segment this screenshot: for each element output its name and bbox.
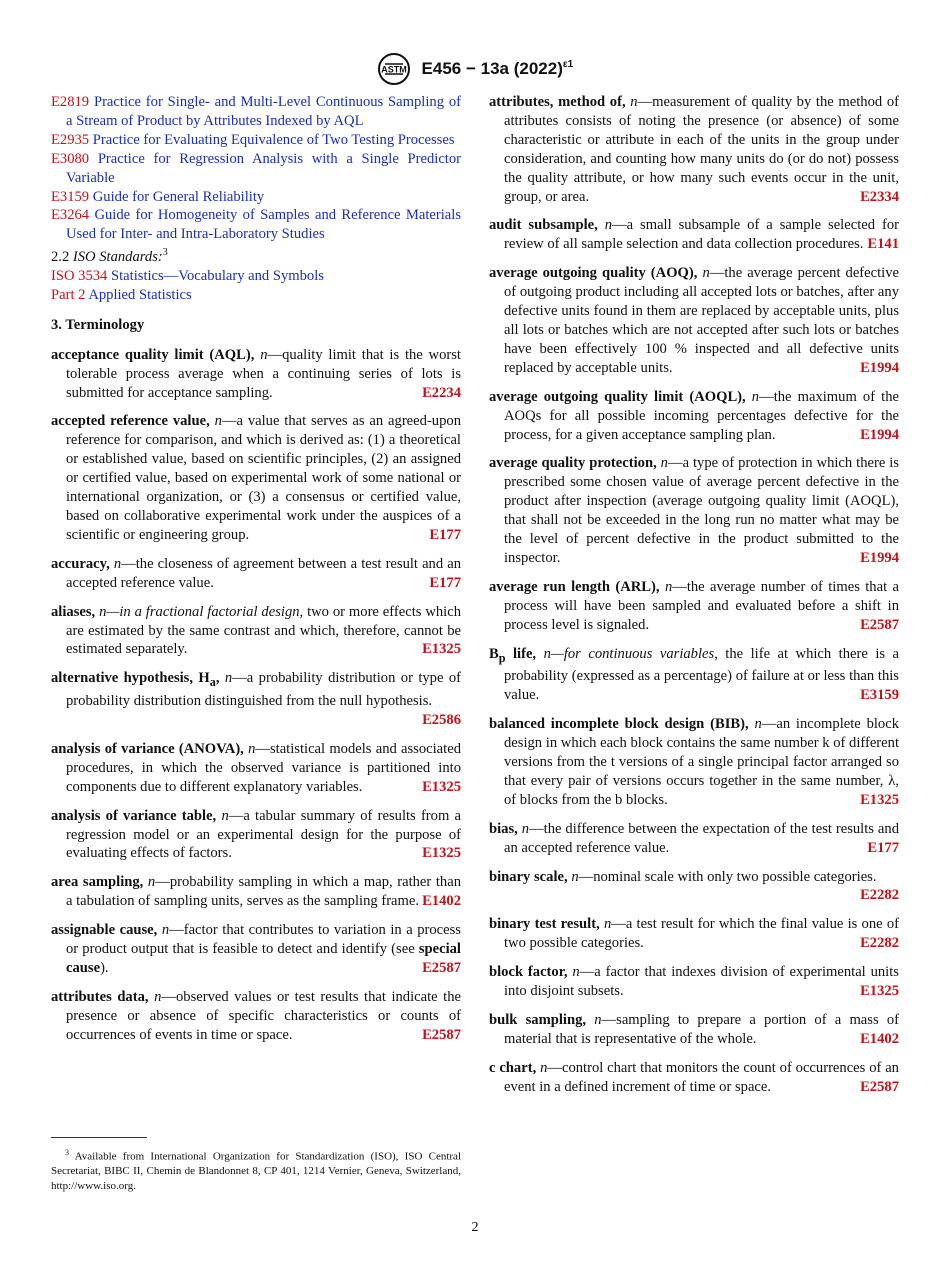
source-standard[interactable]: E1994	[860, 359, 899, 376]
definition-entry	[489, 963, 899, 1001]
reference-code[interactable]: E2819	[51, 94, 90, 110]
term: alternative hypothesis, H	[51, 670, 210, 687]
definition-entry	[51, 807, 461, 864]
term: accepted reference value,	[51, 413, 210, 430]
definition-text: —a test result for which the final value is one of two possible categories.	[504, 916, 899, 952]
source-standard[interactable]: E2587	[422, 960, 461, 977]
source-standard[interactable]: E1325	[422, 845, 461, 862]
term: attributes, method of,	[489, 94, 626, 110]
source-standard[interactable]: E1325	[422, 641, 461, 658]
term: analysis of variance table,	[51, 807, 217, 824]
source-standard[interactable]: E177	[429, 526, 461, 543]
source-standard[interactable]: E3159	[860, 687, 899, 704]
definition-text: —the maximum of the AOQs for all possible incoming percentages defective for the process, for a given acceptance sampling plan.	[504, 388, 899, 443]
document-header	[0, 52, 950, 86]
page-number: 2	[471, 1220, 479, 1235]
source-standard[interactable]: E2587	[422, 1026, 461, 1043]
term: average run length (ARL),	[489, 578, 660, 595]
part-of-speech: n	[664, 578, 673, 595]
part-of-speech: n	[113, 555, 122, 572]
footnote: $^3$ Available from International Organization for Standardization (ISO), ISO Central Secretariat, BIBC II, Chemin de Blandonnet 8, CP 401, 1214 Vernier, Geneva, Switzerland, http://www.iso.org.	[51, 1148, 461, 1192]
term: aliases,	[51, 603, 96, 620]
definition-entry	[489, 1011, 899, 1049]
reference-item	[51, 267, 461, 286]
part-of-speech: n	[221, 807, 229, 824]
term-subscript: a	[209, 675, 216, 690]
part-of-speech: n	[540, 1059, 548, 1076]
term: attributes data,	[51, 988, 149, 1005]
definition-text: , the life at which there is a probability (expressed as a percentage) of failure at or less than this value.	[504, 645, 900, 704]
definition-text: —the average percent defective of outgoing product including all accepted lots or batches, after any defective units found in them are replaced by acceptable units, plus all lots or batches which are not accepted after such lots or batches have been effectively 100 % inspected and all defective units replaced by acceptable units.	[504, 265, 899, 376]
reference-code[interactable]: ISO 3534	[51, 268, 108, 285]
source-standard[interactable]: E1402	[860, 1030, 899, 1047]
source-standard[interactable]: E141	[867, 236, 899, 253]
reference-code[interactable]: E3264	[51, 207, 90, 224]
left-column	[51, 93, 461, 1055]
part-of-speech: n	[630, 94, 638, 110]
definition-entry	[51, 669, 461, 730]
definition-entry	[51, 412, 461, 544]
part-of-speech: n	[751, 388, 760, 405]
source-standard[interactable]: E2282	[860, 887, 899, 904]
source-standard[interactable]: E1325	[860, 791, 899, 808]
source-standard[interactable]: E1325	[860, 983, 899, 1000]
part-of-speech: n	[161, 922, 170, 939]
cross-reference: special cause	[66, 941, 461, 977]
reference-item	[51, 93, 461, 131]
definition-text: —nominal scale with only two possible categories.	[578, 868, 877, 885]
part-of-speech: n	[571, 868, 579, 885]
definition-entry	[489, 388, 899, 445]
iso-standards-heading: 2.2 ISO Standards:$^3$	[51, 247, 168, 266]
definition-text: —a type of protection in which there is prescribed some chosen value of average percent defective in the product after inspection (average outgoing quality limit (AOQL), that shall not be exceeded in the long run no matter what may be the level of percent defective in the product submitted to the inspector.	[504, 455, 899, 566]
definition-text: two or more effects which are estimated by the same contrast and which, therefore, cannot be estimated separately.	[66, 603, 461, 658]
term-suffix: life,	[505, 645, 537, 662]
footnote-divider	[51, 1137, 147, 1138]
reference-code[interactable]: E2935	[51, 131, 90, 148]
reference-item	[51, 286, 461, 305]
source-standard[interactable]: E2587	[860, 616, 899, 633]
part-of-speech: n	[543, 645, 551, 662]
definition-entry	[51, 346, 461, 403]
section-title: 3. Terminology	[51, 316, 145, 333]
term-suffix: ,	[215, 670, 220, 687]
reference-title[interactable]: Statistics—Vocabulary and Symbols	[111, 268, 324, 285]
definition-text: —factor that contributes to variation in a process or product output that is feasible to detect and identify (see	[66, 922, 461, 958]
referenced-documents	[51, 93, 461, 244]
source-standard[interactable]: E2586	[422, 712, 461, 729]
part-of-speech: n	[603, 916, 612, 933]
definition-entry	[51, 555, 461, 593]
definition-text: —statistical models and associated procedures, in which the observed variance is partitioned into components due to different explanatory variables.	[66, 740, 461, 795]
definition-entry	[51, 873, 461, 911]
part-of-speech: n	[147, 874, 156, 891]
source-standard[interactable]: E2334	[860, 188, 899, 205]
part-of-speech: n	[702, 265, 710, 282]
source-standard[interactable]: E1325	[422, 778, 461, 795]
term: analysis of variance (ANOVA),	[51, 740, 244, 757]
definition-entry	[51, 921, 461, 978]
definition-text: —probability sampling in which a map, rather than a tabulation of sampling units, serves as the sampling frame.	[66, 874, 461, 910]
definition-text: —the difference between the expectation of the test results and an accepted reference value.	[504, 820, 899, 856]
term: average outgoing quality (AOQ),	[489, 265, 698, 282]
definition-text: —quality limit that is the worst tolerable process average when a continuing series of lots is submitted for acceptance sampling.	[66, 346, 461, 401]
definition-text: —a tabular summary of results from a regression model or an experimental design for the purpose of evaluating effects of factors.	[66, 807, 461, 862]
definition-entry	[489, 868, 899, 906]
source-standard[interactable]: E2282	[860, 935, 899, 952]
term: bulk sampling,	[489, 1011, 587, 1028]
term: bias,	[489, 820, 518, 837]
term: area sampling,	[51, 874, 144, 891]
term: assignable cause,	[51, 922, 158, 939]
reference-title[interactable]: Practice for Single- and Multi-Level Continuous Sampling of a Stream of Product by Attributes Indexed by AQL	[66, 94, 461, 129]
definition-text: —a factor that indexes division of experimental units into disjoint subsets.	[504, 964, 899, 1000]
source-standard[interactable]: E177	[429, 574, 461, 591]
definition-text: —a value that serves as an agreed-upon reference for comparison, and which is derived as: (1) a theoretical or established value, based on scientific principles, (2) an assigned or certified value, based on experimental work of some national or international organization, or (3) a consensus or certified value, based on collaborative experimental work under the auspices of a scientific or engineering group.	[66, 413, 461, 543]
source-standard[interactable]: E1402	[422, 893, 461, 910]
definition-entry	[489, 578, 899, 635]
source-standard[interactable]: E1994	[860, 549, 899, 566]
definition-text: —a small subsample of a sample selected for review of all sample selection and data collection procedures.	[504, 217, 899, 253]
standard-superscript: ε1	[562, 58, 574, 70]
definition-text: —an incomplete block design in which each block contains the same number k of different versions from the t versions of a single principal factor arranged so that every pair of versions occurs together in the same number, λ, of blocks from the b blocks.	[504, 716, 900, 808]
part-of-speech: n	[99, 603, 107, 620]
term: acceptance quality limit (AQL),	[51, 346, 255, 363]
source-standard[interactable]: E1994	[860, 426, 899, 443]
right-column	[489, 93, 899, 1107]
reference-item	[51, 206, 461, 244]
definition-text: —sampling to prepare a portion of a mass of material that is representative of the whole.	[504, 1011, 899, 1047]
reference-title[interactable]: Practice for Evaluating Equivalence of Two Testing Processes	[92, 131, 455, 148]
part-of-speech: n	[248, 740, 256, 757]
reference-title[interactable]: Applied Statistics	[88, 286, 192, 303]
definition-entry	[489, 915, 899, 953]
definition-entry	[489, 1059, 899, 1097]
reference-code[interactable]: E3159	[51, 188, 90, 205]
part-of-speech: n	[224, 670, 233, 687]
definition-entry	[51, 740, 461, 797]
reference-title[interactable]: Guide for Homogeneity of Samples and Reference Materials Used for Inter- and Intra-Laboratory Studies	[66, 207, 461, 243]
part-of-speech: n	[214, 413, 222, 430]
definition-context: —in a fractional factorial design,	[106, 603, 304, 620]
definition-entry	[51, 988, 461, 1045]
definition-text: —the average number of times that a process will have been sampled and evaluated before a shift in process level is signaled.	[504, 578, 899, 633]
reference-title[interactable]: Guide for General Reliability	[92, 188, 265, 205]
part-of-speech: n	[572, 964, 580, 981]
part-of-speech: n	[154, 988, 162, 1005]
astm-logo-icon	[377, 52, 411, 86]
definition-entry	[489, 216, 899, 254]
term: balanced incomplete block design (BIB),	[489, 716, 749, 733]
definition-entry	[489, 820, 899, 858]
standard-designation: E456 − 13a (2022)	[421, 59, 563, 78]
definition-entry	[489, 454, 899, 567]
term: binary test result,	[489, 916, 600, 933]
terminology-left	[51, 346, 461, 1045]
part-of-speech: n	[660, 455, 668, 472]
term: binary scale,	[489, 868, 568, 885]
term: average quality protection,	[489, 455, 657, 472]
term: accuracy,	[51, 555, 110, 572]
definition-entry	[51, 603, 461, 660]
definition-text: —control chart that monitors the count of occurrences of an event in a defined increment of time or space.	[504, 1059, 899, 1095]
part-of-speech: n	[754, 716, 762, 733]
definition-text: —measurement of quality by the method of attributes consists of noting the presence (or absence) of some characteristic or attribute in each of the units in the group under consideration, and counting how many units do (or do not) possess the quality attribute, or how many such events occur in the unit, group, or area.	[504, 94, 899, 205]
term: average outgoing quality limit (AOQL),	[489, 388, 746, 405]
definition-entry	[489, 645, 899, 706]
source-standard[interactable]: E2234	[422, 384, 461, 401]
definition-entry	[489, 715, 899, 810]
term: B	[489, 645, 499, 662]
source-standard[interactable]: E2587	[860, 1078, 899, 1095]
term: c chart,	[489, 1059, 537, 1076]
part-of-speech: n	[521, 820, 530, 837]
reference-code[interactable]: Part 2	[51, 286, 86, 303]
definition-context: —for continuous variables	[550, 645, 715, 662]
term: audit subsample,	[489, 217, 598, 234]
iso-references	[51, 267, 461, 305]
definition-entry	[489, 264, 899, 377]
definition-text: —a probability distribution or type of probability distribution distinguished from the null hypothesis.	[66, 670, 461, 710]
definition-entry	[489, 93, 899, 206]
reference-code[interactable]: E3080	[51, 150, 90, 167]
part-of-speech: n	[594, 1011, 602, 1028]
term-subscript: p	[498, 650, 506, 665]
source-standard[interactable]: E177	[867, 839, 899, 856]
term: block factor,	[489, 964, 568, 981]
definition-end: ).	[100, 960, 109, 977]
part-of-speech: n	[604, 217, 613, 234]
definition-text: —the closeness of agreement between a test result and an accepted reference value.	[66, 555, 461, 591]
reference-item	[51, 188, 461, 207]
definition-text: —observed values or test results that indicate the presence or absence of specific characteristics or counts of occurrences of events in time or space.	[66, 988, 461, 1043]
reference-title[interactable]: Practice for Regression Analysis with a Single Predictor Variable	[66, 150, 462, 186]
svg-text:ASTM: ASTM	[381, 64, 407, 75]
terminology-right	[489, 93, 899, 1097]
reference-item	[51, 150, 461, 188]
reference-item	[51, 131, 461, 150]
part-of-speech: n	[260, 346, 268, 363]
